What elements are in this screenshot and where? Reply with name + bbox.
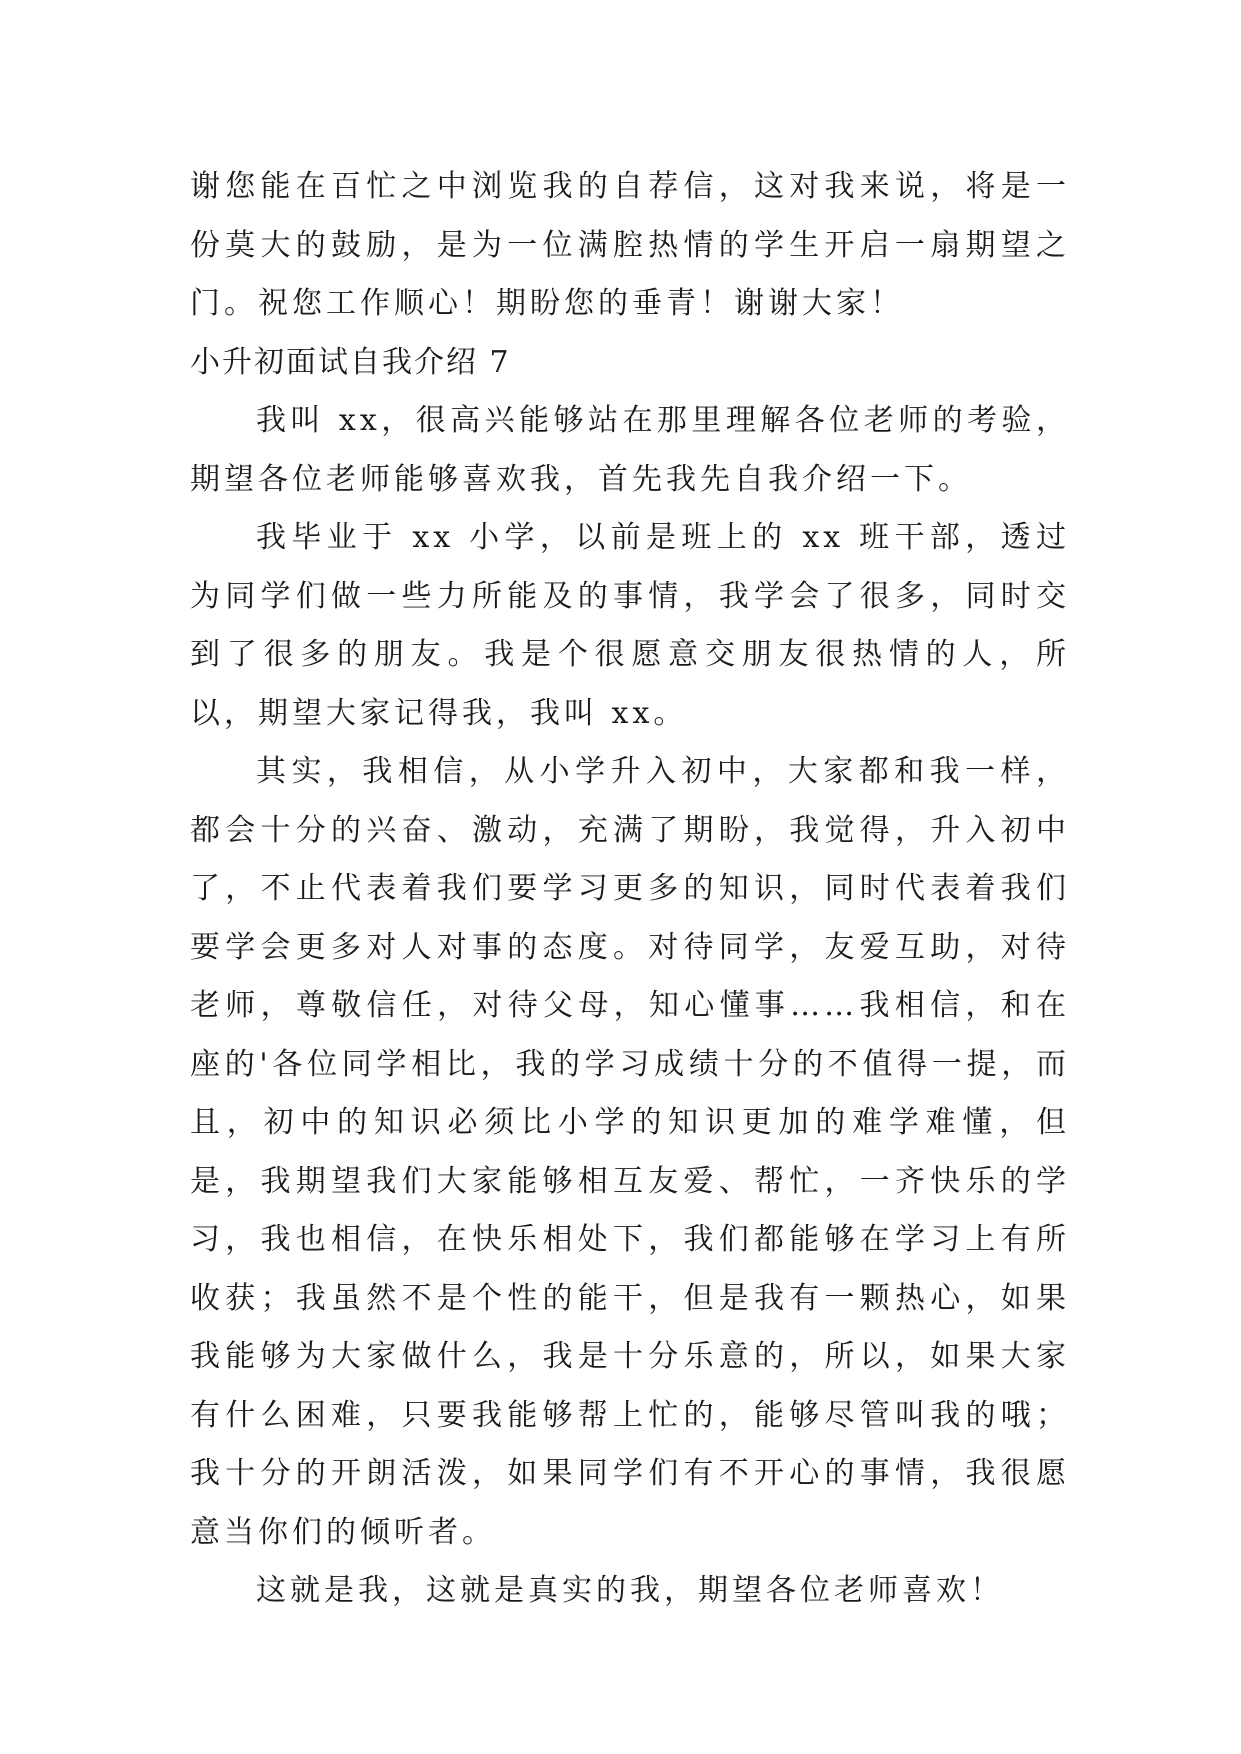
document-body xyxy=(190,158,1070,1621)
body-paragraph-3: 其实，我相信，从小学升入初中，大家都和我一样，都会十分的兴奋、激动，充满了期盼，我觉得，升入初中了，不止代表着我们要学习更多的知识，同时代表着我们要学会更多对人对事的态度。对待同学，友爱互助，对待老师，尊敬信任，对待父母，知心懂事……我相信，和在座的'各位同学相比，我的学习成绩十分的不值得一提，而且，初中的知识必须比小学的知识更加的难学难懂，但是，我期望我们大家能够相互友爱、帮忙，一齐快乐的学习，我也相信，在快乐相处下，我们都能够在学习上有所收获；我虽然不是个性的能干，但是我有一颗热心，如果我能够为大家做什么，我是十分乐意的，所以，如果大家有什么困难，只要我能够帮上忙的，能够尽管叫我的哦；我十分的开朗活泼，如果同学们有不开心的事情，我很愿意当你们的倾听者。 xyxy=(190,754,1070,1550)
body-paragraph-4: 这就是我，这就是真实的我，期望各位老师喜欢！ xyxy=(256,1573,1004,1608)
lead-paragraph: 谢您能在百忙之中浏览我的自荐信，这对我来说，将是一份莫大的鼓励，是为一位满腔热情的学生开启一扇期望之门。祝您工作顺心！期盼您的垂青！谢谢大家！ xyxy=(190,169,1070,321)
section-heading: 小升初面试自我介绍 7 xyxy=(190,344,511,380)
body-paragraph-2: 我毕业于 xx 小学，以前是班上的 xx 班干部，透过为同学们做一些力所能及的事情，我学会了很多，同时交到了很多的朋友。我是个很愿意交朋友很热情的人，所以，期望大家记得我，我叫 xx。 xyxy=(190,520,1070,731)
body-paragraph-1: 我叫 xx，很高兴能够站在那里理解各位老师的考验，期望各位老师能够喜欢我，首先我先自我介绍一下。 xyxy=(190,403,1070,497)
